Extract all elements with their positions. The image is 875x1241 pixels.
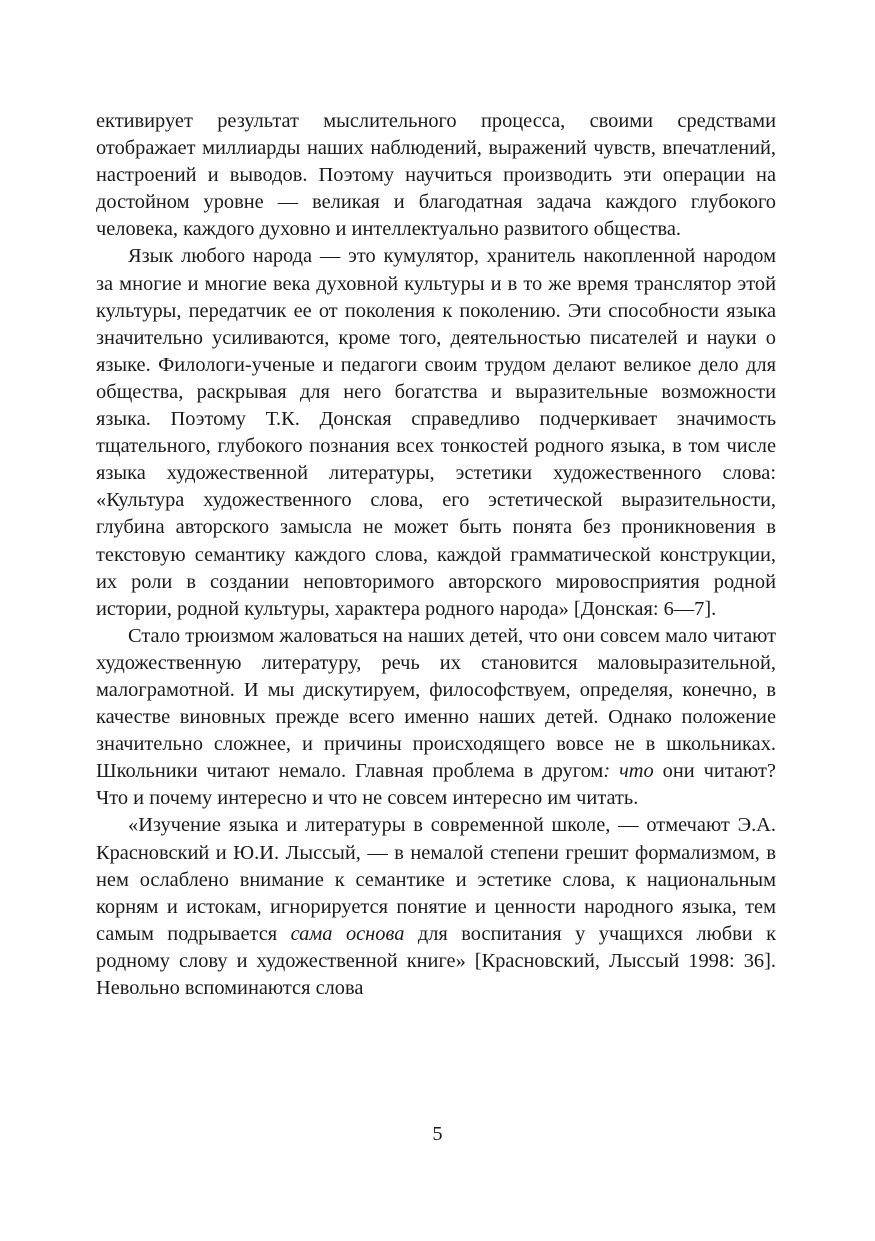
- italic-emphasis: сама основа: [290, 922, 405, 945]
- paragraph-continuation: ективирует результат мыслительного процесса, своими средствами отображает миллиарды наших наблюдений, выражений чувств, впечатлений, настроений и выводов. Поэтому научиться производить эти операции на достойном уровне — великая и благодатная задача каждого глубокого человека, каждого духовно и интеллектуально развитого общества.: [96, 110, 776, 241]
- paragraph-text: они читают? Что и почему интересно и что не совсем интересно им читать.: [96, 760, 776, 810]
- italic-emphasis: : что: [603, 760, 654, 783]
- paragraph-text: «Изучение языка и литературы в современной школе, — отмечают Э.А. Красновский и Ю.И. Лыссый, — в немалой степени грешит формализмом, в нем ослаблено внимание к семантике и эстетике слова, к национальным корням и истокам, игнорируется понятие и ценности народного языка, тем самым подрывается: [96, 814, 776, 945]
- paragraph-children-reading: [96, 623, 776, 813]
- page-number: 5: [432, 1123, 443, 1145]
- paragraph-language-of-people: Язык любого народа — это кумулятор, хранитель накопленной народом за многие и многие века духовной культуры и в то же время транслятор этой культуры, передатчик ее от поколения к поколению. Эти способности языка значительно усиливаются, кроме того, деятельностью писателей и науки о языке. Филологи-ученые и педагоги своим трудом делают великое дело для общества, раскрывая для него богатства и выразительные возможности языка. Поэтому Т.К. Донская справедливо подчеркивает значимость тщательного, глубокого познания всех тонкостей родного языка, в том числе языка художественной литературы, эстетики художественного слова: «Культура художественного слова, его эстетической выразительности, глубина авторского замысла не может быть понята без проникновения в текстовую семантику каждого слова, каждой грамматической конструкции, их роли в создании неповторимого авторского мировосприятия родной истории, родной культуры, характера родного народа» [Донская: 6—7].: [96, 245, 776, 620]
- body-text: [96, 108, 776, 1002]
- paragraph-text: для воспитания у учащихся любви к родному слову и художественной книге» [Красновский, Лыссый 1998: 36]. Невольно вспоминаются слова: [96, 922, 776, 999]
- paragraph-text: Стало трюизмом жаловаться на наших детей, что они совсем мало читают художественную литературу, речь их становится маловыразительной, малограмотной. И мы дискутируем, философствуем, определяя, конечно, в качестве виновных прежде всего именно наших детей. Однако положение значительно сложнее, и причины происходящего вовсе не в школьниках. Школьники читают немало. Главная проблема в другом: [96, 624, 776, 783]
- paragraph-quote-krasnovsky: [96, 812, 776, 1002]
